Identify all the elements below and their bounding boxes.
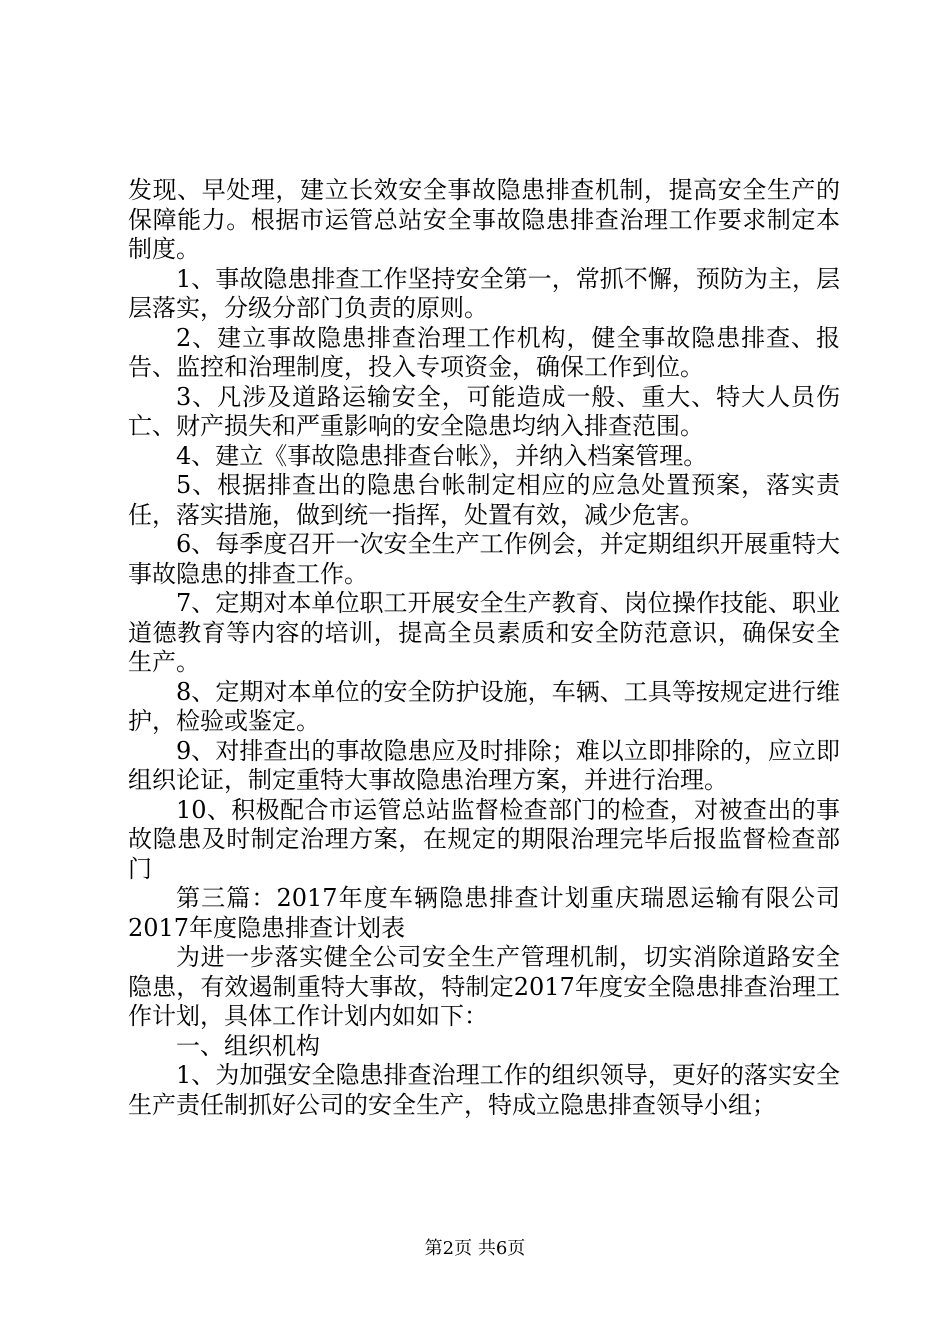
paragraph-rule-1: 1、事故隐患排查工作坚持安全第一，常抓不懈，预防为主，层层落实，分级分部门负责的原则。	[128, 264, 840, 322]
paragraph-rule-6: 6、每季度召开一次安全生产工作例会，并定期组织开展重特大事故隐患的排查工作。	[128, 530, 840, 588]
paragraph-rule-7: 7、定期对本单位职工开展安全生产教育、岗位操作技能、职业道德教育等内容的培训，提高全员素质和安全防范意识，确保安全生产。	[128, 589, 840, 676]
paragraph-org-1: 1、为加强安全隐患排查治理工作的组织领导，更好的落实安全生产责任制抓好公司的安全生产，特成立隐患排查领导小组；	[128, 1061, 840, 1119]
paragraph-continuation: 发现、早处理，建立长效安全事故隐患排查机制，提高安全生产的保障能力。根据市运管总站安全事故隐患排查治理工作要求制定本制度。	[128, 176, 840, 263]
paragraph-intro: 为进一步落实健全公司安全生产管理机制，切实消除道路安全隐患，有效遏制重特大事故，特制定2017年度安全隐患排查治理工作计划，具体工作计划内如如下：	[128, 943, 840, 1030]
page-footer: 第2页 共6页	[424, 1238, 526, 1259]
subsection-heading: 一、组织机构	[176, 1031, 320, 1060]
paragraph-rule-10: 10、积极配合市运管总站监督检查部门的检查，对被查出的事故隐患及时制定治理方案，在规定的期限治理完毕后报监督检查部门	[128, 795, 840, 883]
paragraph-rule-3: 3、凡涉及道路运输安全，可能造成一般、重大、特大人员伤亡、财产损失和严重影响的安全隐患均纳入排查范围。	[128, 382, 840, 440]
paragraph-rule-2: 2、建立事故隐患排查治理工作机构，健全事故隐患排查、报告、监控和治理制度，投入专项资金，确保工作到位。	[128, 323, 840, 381]
paragraph-rule-5: 5、根据排查出的隐患台帐制定相应的应急处置预案，落实责任，落实措施，做到统一指挥，处置有效，减少危害。	[128, 471, 840, 529]
section-heading: 第三篇：2017年度车辆隐患排查计划重庆瑞恩运输有限公司2017年度隐患排查计划表	[128, 884, 840, 942]
document-body	[128, 176, 840, 1120]
paragraph-rule-4: 4、建立《事故隐患排查台帐》，并纳入档案管理。	[176, 441, 708, 470]
paragraph-rule-8: 8、定期对本单位的安全防护设施，车辆、工具等按规定进行维护，检验或鉴定。	[128, 677, 840, 735]
paragraph-rule-9: 9、对排查出的事故隐患应及时排除；难以立即排除的，应立即组织论证，制定重特大事故隐患治理方案，并进行治理。	[128, 736, 840, 794]
